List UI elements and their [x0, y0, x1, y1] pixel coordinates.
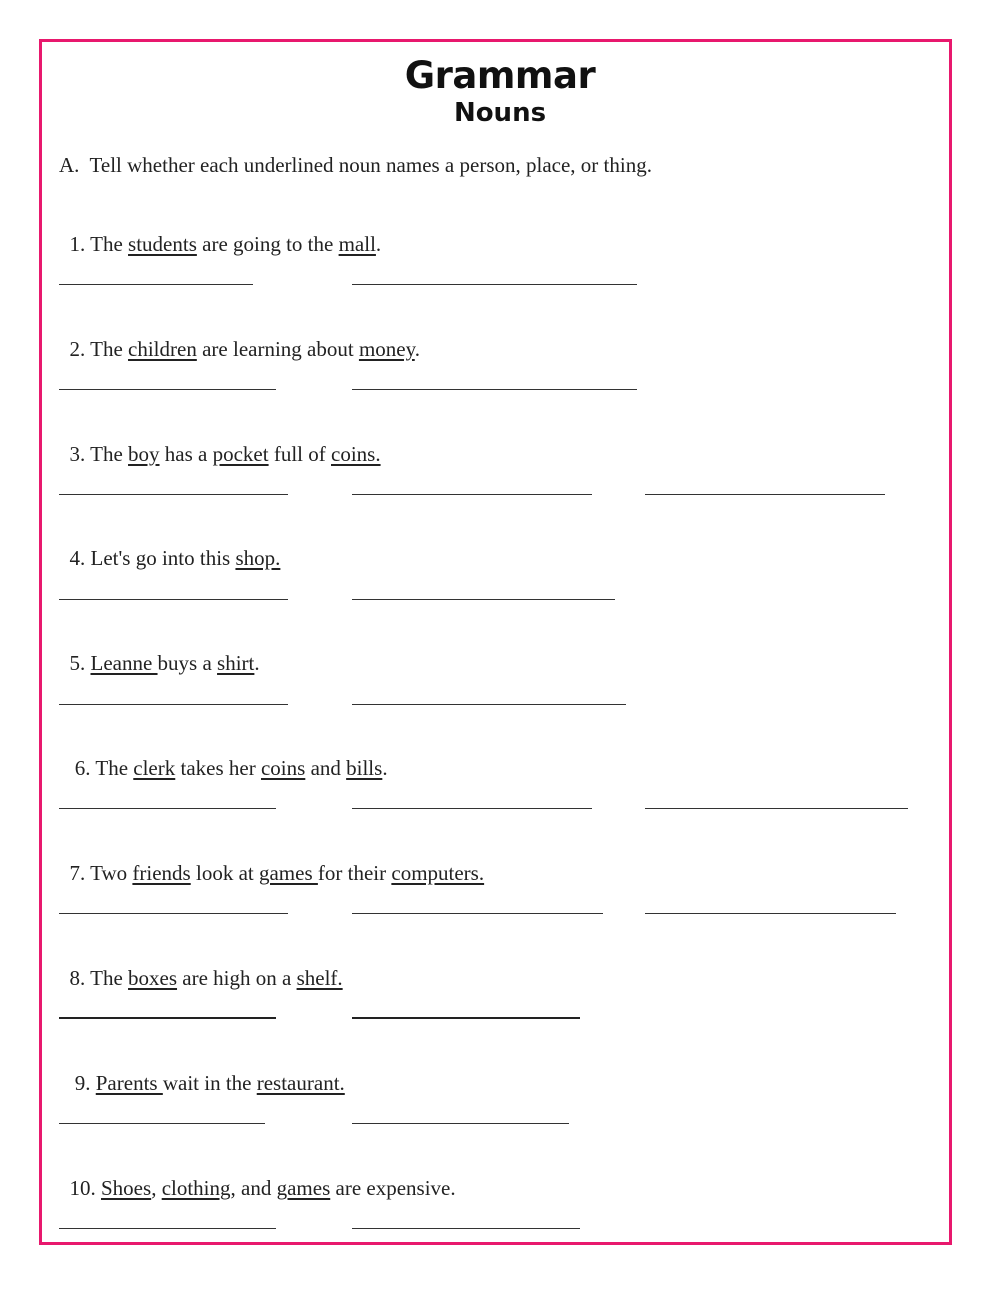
page-subtitle: Nouns [453, 98, 547, 128]
underlined-noun: shelf. [296, 966, 343, 990]
answer-blank-4b[interactable] [352, 599, 615, 600]
answer-blank-7a[interactable] [59, 913, 288, 914]
question-2: 2. The children are learning about money. [69, 337, 420, 361]
answer-blank-2b[interactable] [352, 389, 637, 390]
underlined-noun: students [128, 232, 197, 256]
question-7: 7. Two friends look at games for their computers. [69, 861, 485, 885]
answer-blank-7c[interactable] [645, 913, 896, 914]
answer-blank-4a[interactable] [59, 599, 288, 600]
question-5: 5. Leanne buys a shirt. [69, 651, 260, 675]
answer-blank-6c[interactable] [645, 808, 908, 809]
instructions-text: A. Tell whether each underlined noun names a person, place, or thing. [59, 153, 652, 177]
underlined-noun: friends [132, 861, 191, 885]
answer-blank-6b[interactable] [352, 808, 592, 809]
question-6: 6. The clerk takes her coins and bills. [69, 756, 388, 780]
underlined-noun: clerk [133, 756, 176, 780]
answer-blank-7b[interactable] [352, 913, 603, 914]
answer-blank-8b[interactable] [352, 1017, 580, 1019]
question-9: 9. Parents wait in the restaurant. [69, 1071, 345, 1095]
question-1: 1. The students are going to the mall. [69, 232, 382, 256]
answer-blank-9b[interactable] [352, 1123, 569, 1124]
underlined-noun: children [128, 337, 197, 361]
answer-blank-8a[interactable] [59, 1017, 276, 1019]
answer-blank-9a[interactable] [59, 1123, 265, 1124]
underlined-noun: mall [338, 232, 376, 256]
answer-blank-10a[interactable] [59, 1228, 276, 1229]
underlined-noun: Parents [95, 1071, 163, 1095]
underlined-noun: money [358, 337, 415, 361]
underlined-noun: games [276, 1176, 331, 1200]
question-10: 10. Shoes, clothing, and games are expensive. [69, 1176, 456, 1200]
answer-blank-2a[interactable] [59, 389, 276, 390]
answer-blank-5a[interactable] [59, 704, 288, 705]
page-title: Grammar [404, 54, 596, 97]
answer-blank-3a[interactable] [59, 494, 288, 495]
answer-blank-6a[interactable] [59, 808, 276, 809]
underlined-noun: restaurant. [256, 1071, 345, 1095]
underlined-noun: shop. [235, 546, 281, 570]
underlined-noun: pocket [212, 442, 269, 466]
underlined-noun: shirt [217, 651, 255, 675]
underlined-noun: coins [260, 756, 306, 780]
underlined-noun: Leanne [90, 651, 158, 675]
question-4: 4. Let's go into this shop. [69, 546, 281, 570]
underlined-noun: computers. [391, 861, 485, 885]
answer-blank-3b[interactable] [352, 494, 592, 495]
answer-blank-1b[interactable] [352, 284, 637, 285]
underlined-noun: Shoes [101, 1176, 152, 1200]
answer-blank-1a[interactable] [59, 284, 253, 285]
answer-blank-5b[interactable] [352, 704, 626, 705]
question-8: 8. The boxes are high on a shelf. [69, 966, 343, 990]
answer-blank-3c[interactable] [645, 494, 885, 495]
underlined-noun: boy [128, 442, 160, 466]
answer-blank-10b[interactable] [352, 1228, 580, 1229]
question-3: 3. The boy has a pocket full of coins. [69, 442, 381, 466]
underlined-noun: games [258, 861, 318, 885]
underlined-noun: coins. [331, 442, 381, 466]
underlined-noun: boxes [128, 966, 178, 990]
underlined-noun: bills [346, 756, 383, 780]
underlined-noun: clothing [161, 1176, 231, 1200]
